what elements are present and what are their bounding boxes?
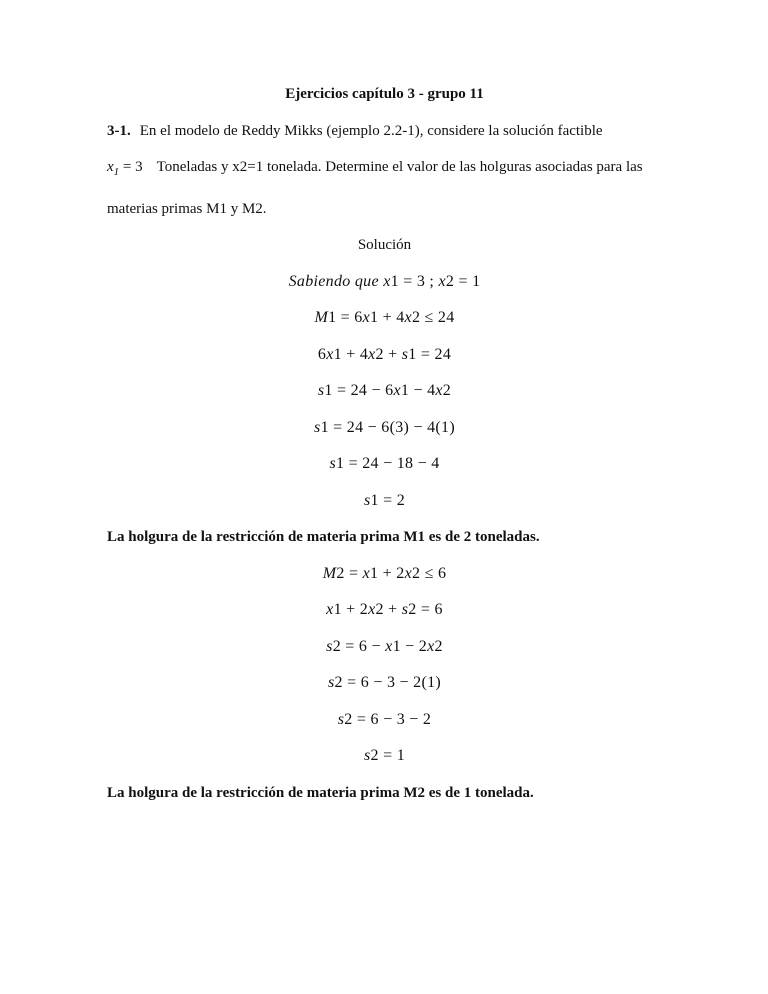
equation-s2-isolated: s2 = 6 − x1 − 2x2: [326, 637, 443, 655]
m2-conclusion: La holgura de la restricción de materia prima M2 es de 1 tonelada.: [107, 784, 534, 801]
x1-value: = 3: [122, 159, 143, 175]
solution-heading: Solución: [357, 237, 412, 253]
problem-statement-continuation: Toneladas y x2=1 tonelada. Determine el valor de las holguras asociadas para las materias primas M1 y M2.: [107, 159, 643, 217]
equation-m1-slack-form: 6x1 + 4x2 + s1 = 24: [317, 345, 452, 363]
equation-s1-isolated: s1 = 24 − 6x1 − 4x2: [317, 382, 452, 399]
m1-conclusion: La holgura de la restricción de materia prima M1 es de 2 toneladas.: [107, 529, 540, 545]
equation-s1-substituted: s1 = 24 − 6(3) − 4(1): [314, 418, 455, 436]
equation-s1-result: s1 = 2: [363, 491, 406, 509]
equation-m2-constraint: M2 = x1 + 2x2 ≤ 6: [322, 564, 447, 582]
x1-variable: $x_1$: [107, 159, 120, 178]
equation-s2-arithmetic: s2 = 6 − 3 − 2: [337, 710, 432, 728]
equation-s2-result: s2 = 1: [363, 747, 406, 764]
problem-statement-line-1: [107, 113, 662, 150]
problem-number: 3-1.: [107, 122, 131, 139]
page-title: Ejercicios capítulo 3 - grupo 11: [285, 86, 484, 102]
equation-m1-constraint: M1 = 6x1 + 4x2 ≤ 24: [314, 309, 455, 326]
equation-s1-arithmetic: s1 = 24 − 18 − 4: [329, 455, 440, 472]
equation-s2-substituted: s2 = 6 − 3 − 2(1): [327, 674, 442, 691]
equation-given: Sabiendo que x1 = 3 ; x2 = 1: [288, 272, 481, 290]
equation-m2-slack-form: x1 + 2x2 + s2 = 6: [326, 601, 443, 618]
problem-statement-line-2: [107, 149, 662, 227]
problem-statement-text: En el modelo de Reddy Mikks (ejemplo 2.2-1), considere la solución factible: [139, 122, 603, 139]
